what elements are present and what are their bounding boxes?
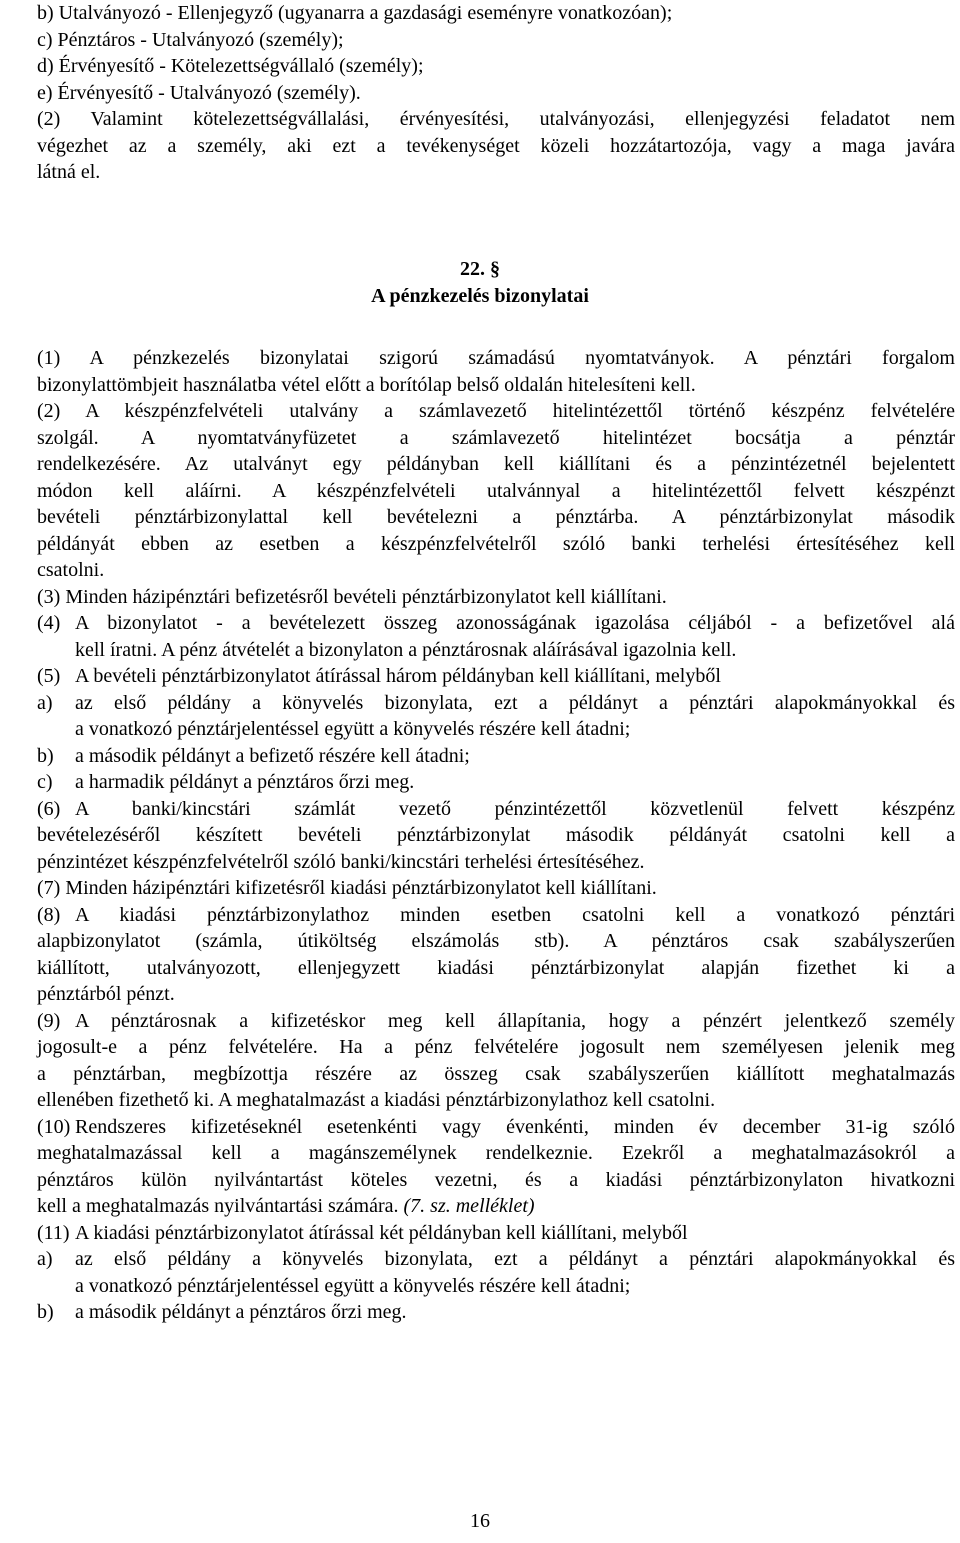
section-title: A pénzkezelés bizonylatai [371, 284, 589, 307]
para-9-line-4: ellenében fizethető ki. A meghatalmazást a kiadási pénztárbizonylathoz kell csatolni. [37, 1089, 716, 1111]
para-11-line-1: A kiadási pénztárbizonylatot átírással két példányban kell kiállítani, melyből [75, 1221, 688, 1244]
section-heading [0, 256, 960, 309]
para-10-line-1: Rendszeres kifizetéseknél esetenkénti vagy évenkénti, minden év december 31-ig szóló [75, 1115, 955, 1138]
para-8-line-1: A kiadási pénztárbizonylathoz minden esetben csatolni kell a vonatkozó pénztári [75, 903, 955, 926]
para-6-line-1: A banki/kincstári számlát vezető pénzintézettől közvetlenül felvett készpénz [75, 797, 955, 820]
para-9-line-3: a pénztárban, megbízottja részére az összeg csak szabályszerűen kiállított meghatalmazás [37, 1062, 955, 1085]
para-5-items [37, 690, 955, 796]
para-5-item-c-text: a harmadik példányt a pénztáros őrzi meg. [75, 771, 415, 793]
para-8-body [75, 902, 955, 929]
intro-para-2-line-1: (2) Valamint kötelezettségvállalási, érvényesítési, utalványozási, ellenjegyzési feladatot nem [37, 108, 955, 130]
para-7: (7) Minden házipénztári kifizetésről kiadási pénztárbizonylatot kell kiállítani. [37, 877, 657, 899]
intro-line-b: b) Utalványozó - Ellenjegyző (ugyanarra a gazdasági eseményre vonatkozóan); [37, 2, 673, 24]
para-5-item-a-line-1: az első példány a könyvelés bizonylata, ezt a példányt a pénztári alapokmányokkal és [75, 691, 955, 714]
para-4-body [75, 610, 955, 663]
para-2-line-1: (2) A készpénzfelvételi utalvány a számlavezető hitelintézettől történő készpénz felvételére [37, 400, 955, 422]
para-8-number: (8) [37, 903, 61, 926]
para-11-item-a-line-1: az első példány a könyvelés bizonylata, ezt a példányt a pénztári alapokmányokkal és [75, 1248, 955, 1270]
para-5-line-1: A bevételi pénztárbizonylatot átírással három példányban kell kiállítani, melyből [75, 665, 721, 687]
para-11 [37, 1220, 955, 1247]
para-5-number: (5) [37, 665, 61, 687]
intro-para-2-line-3: látná el. [37, 161, 101, 183]
para-10-line-4 [37, 1193, 955, 1220]
para-10-appendix-ref: (7. sz. melléklet) [403, 1195, 535, 1217]
para-11-item-b [37, 1299, 955, 1326]
intro-para-2-line-2: végezhet az a személy, aki ezt a tevékenységet közeli hozzátartozója, vagy a maga javára [37, 134, 955, 157]
para-2-line-3: rendelkezésére. Az utalványt egy példányban kell kiállítani és a pénzintézetnél bejelentett [37, 453, 955, 475]
para-5-item-c-label: c) [37, 771, 53, 793]
para-11-items [37, 1246, 955, 1326]
para-2-line-7: csatolni. [37, 559, 105, 581]
para-10-number: (10) [37, 1115, 71, 1138]
para-4-number: (4) [37, 612, 61, 634]
para-10-line-3: pénztáros külön nyilvántartást köteles vezetni, és a kiadási pénztárbizonylaton hivatkozni [37, 1168, 955, 1191]
para-11-number: (11) [37, 1221, 70, 1244]
para-5 [37, 663, 955, 690]
para-10-line-4-text: kell a meghatalmazás nyilvántartási számára. [37, 1195, 399, 1217]
para-4 [37, 610, 955, 663]
para-5-item-b-label: b) [37, 744, 54, 767]
para-11-item-a [37, 1246, 955, 1299]
para-5-item-a-label: a) [37, 691, 53, 714]
para-11-item-a-label: a) [37, 1248, 53, 1270]
section-number: 22. § [460, 258, 500, 280]
paragraphs-block [37, 345, 955, 1326]
para-2-line-4: módon kell aláírni. A készpénzfelvételi utalvánnyal a hitelintézettől felvett készpénzt [37, 479, 955, 502]
para-5-item-b [37, 743, 955, 770]
para-6-body [75, 796, 955, 823]
intro-line-c: c) Pénztáros - Utalványozó (személy); [37, 28, 344, 51]
para-6-line-3: pénzintézet készpénzfelvételről szóló banki/kincstári terhelési értesítéséhez. [37, 850, 645, 873]
para-2-line-5: bevételi pénztárbizonylattal kell bevételezni a pénztárba. A pénztárbizonylat második [37, 506, 955, 528]
intro-line-d: d) Érvényesítő - Kötelezettségvállaló (személy); [37, 55, 424, 77]
para-8-line-4: pénztárból pénzt. [37, 983, 175, 1005]
para-8-line-3: kiállított, utalványozott, ellenjegyzett kiadási pénztárbizonylat alapján fizethet ki a [37, 956, 955, 979]
para-1-line-2: bizonylattömbjeit használatba vétel előtt a borítólap belső oldalán hitelesíteni kell. [37, 373, 696, 396]
para-10-line-2: meghatalmazással kell a magánszemélynek rendelkeznie. Ezekről a meghatalmazásokról a [37, 1142, 955, 1164]
para-4-line-1: A bizonylatot - a bevételezett összeg azonosságának igazolása céljából - a befizetővel alá [75, 612, 955, 634]
para-9-line-1: A pénztárosnak a kifizetéskor meg kell állapítania, hogy a pénzért jelentkező személy [75, 1009, 955, 1032]
para-11-body [75, 1220, 955, 1247]
para-5-item-b-text: a második példányt a befizető részére kell átadni; [75, 744, 470, 767]
para-4-line-2: kell íratni. A pénz átvételét a bizonylaton a pénztárosnak aláírásával igazolnia kell. [75, 638, 737, 661]
para-9-number: (9) [37, 1009, 61, 1032]
para-6-line-2: bevételezéséről készített bevételi pénztárbizonylat második példányát csatolni kell a [37, 824, 955, 846]
para-8 [37, 902, 955, 929]
intro-line-e: e) Érvényesítő - Utalványozó (személy). [37, 81, 361, 104]
para-9-body [75, 1008, 955, 1035]
para-11-item-a-line-2: a vonatkozó pénztárjelentéssel együtt a könyvelés részére kell átadni; [75, 1274, 631, 1297]
para-5-item-a-text [75, 690, 955, 743]
para-6-number: (6) [37, 797, 61, 820]
para-11-item-a-text [75, 1246, 955, 1299]
para-5-item-a-line-2: a vonatkozó pénztárjelentéssel együtt a könyvelés részére kell átadni; [75, 718, 631, 740]
para-10-body [75, 1114, 955, 1141]
para-2-line-6: példányát ebben az esetben a készpénzfelvételről szóló banki terhelési értesítéséhez kell [37, 532, 955, 555]
para-2-line-2: szolgál. A nyomtatványfüzetet a számlavezető hitelintézet bocsátja a pénztár [37, 426, 955, 449]
para-8-line-2: alapbizonylatot (számla, útiköltség elszámolás stb). A pénztáros csak szabályszerűen [37, 930, 955, 952]
para-10 [37, 1114, 955, 1141]
para-6 [37, 796, 955, 823]
para-5-body [75, 663, 955, 690]
para-11-item-b-text: a második példányt a pénztáros őrzi meg. [75, 1301, 407, 1323]
para-5-item-c [37, 769, 955, 796]
para-1-line-1: (1) A pénzkezelés bizonylatai szigorú számadású nyomtatványok. A pénztári forgalom [37, 347, 955, 369]
para-3: (3) Minden házipénztári befizetésről bevételi pénztárbizonylatot kell kiállítani. [37, 585, 667, 608]
para-9-line-2: jogosult-e a pénz felvételére. Ha a pénz felvételére jogosult nem személyesen jelenik meg [37, 1036, 955, 1058]
para-11-item-b-label: b) [37, 1301, 54, 1323]
para-9 [37, 1008, 955, 1035]
para-5-item-a [37, 690, 955, 743]
page-number: 16 [470, 1510, 490, 1532]
intro-block [37, 0, 955, 186]
